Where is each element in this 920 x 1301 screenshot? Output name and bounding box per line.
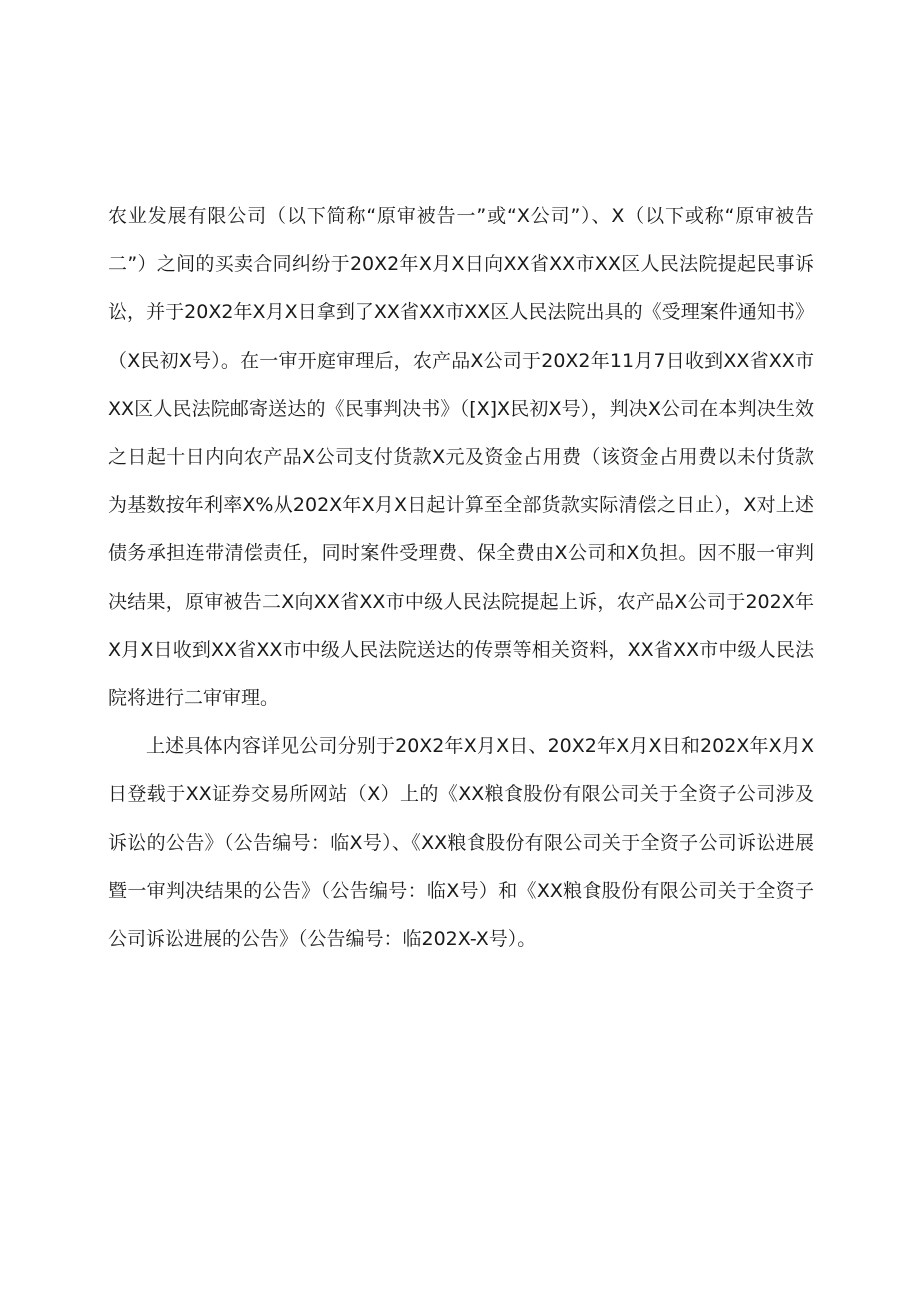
document-body bbox=[108, 192, 814, 963]
paragraph-lawsuit-details: 农业发展有限公司（以下简称“原审被告一”或“X公司”）、X（以下或称“原审被告二”）之间的买卖合同纠纷于20X2年X月X日向XX省XX市XX区人民法院提起民事诉讼，并于20X2年X月X日拿到了XX省XX市XX区人民法院出具的《受理案件通知书》（X民初X号）。在一审开庭审理后，农产品X公司于20X2年11月7日收到XX省XX市XX区人民法院邮寄送达的《民事判决书》（[X]X民初X号），判决X公司在本判决生效之日起十日内向农产品X公司支付货款X元及资金占用费（该资金占用费以未付货款为基数按年利率X%从202X年X月X日起计算至全部货款实际清偿之日止），X对上述债务承担连带清偿责任，同时案件受理费、保全费由X公司和X负担。因不服一审判决结果，原审被告二X向XX省XX市中级人民法院提起上诉，农产品X公司于202X年X月X日收到XX省XX市中级人民法院送达的传票等相关资料，XX省XX市中级人民法院将进行二审审理。 bbox=[108, 205, 814, 710]
paragraph-announcement-references: 上述具体内容详见公司分别于20X2年X月X日、20X2年X月X日和202X年X月X日登载于XX证券交易所网站（X）上的《XX粮食股份有限公司关于全资子公司涉及诉讼的公告》（公告编号：临X号）、《XX粮食股份有限公司关于全资子公司诉讼进展暨一审判决结果的公告》（公告编号：临X号）和《XX粮食股份有限公司关于全资子公司诉讼进展的公告》（公告编号：临202X-X号）。 bbox=[108, 735, 814, 951]
